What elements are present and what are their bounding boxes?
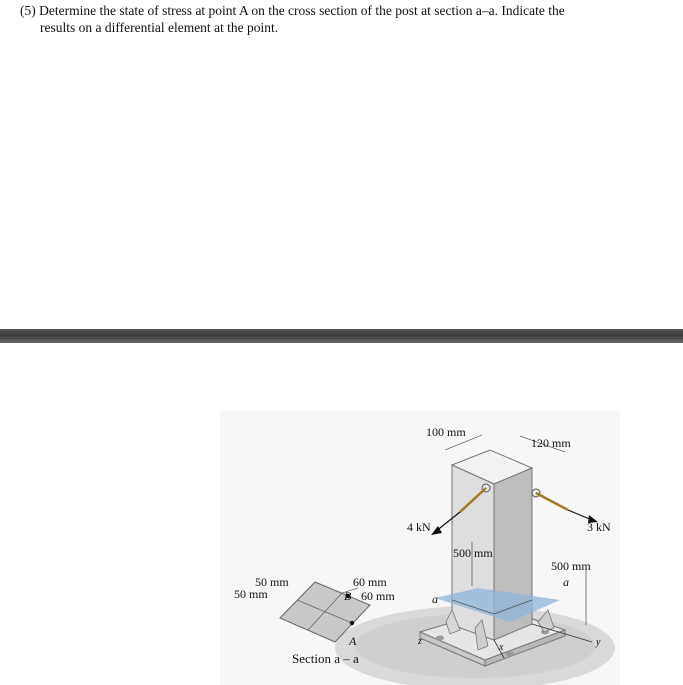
force-3kn-label: 3 kN bbox=[587, 520, 611, 534]
dim-500-right-label: 500 mm bbox=[551, 559, 591, 573]
section-dim-60-bottom: 60 mm bbox=[361, 589, 395, 603]
dim-500-left-label: 500 mm bbox=[453, 546, 493, 560]
dim-120-label: 120 mm bbox=[531, 436, 571, 450]
point-a-marker bbox=[350, 621, 354, 625]
question-line-1: (5) Determine the state of stress at point A on the cross section of the post at section a–a. Indicate the bbox=[20, 3, 565, 18]
question-text bbox=[20, 2, 650, 36]
dim-100-label: 100 mm bbox=[426, 425, 466, 439]
point-a-label: A bbox=[349, 634, 357, 648]
bolt-3 bbox=[506, 652, 514, 657]
axis-z-label: z bbox=[418, 636, 422, 647]
section-mark-left: a bbox=[432, 592, 438, 606]
post-diagram bbox=[220, 410, 640, 685]
question-line-2: results on a differential element at the point. bbox=[40, 20, 279, 35]
force-4kn-label: 4 kN bbox=[407, 520, 431, 534]
axis-y-label: y bbox=[596, 637, 601, 648]
section-caption: Section a – a bbox=[292, 651, 359, 666]
page-divider bbox=[0, 329, 683, 343]
axis-x-label: x bbox=[499, 642, 504, 653]
section-dim-50-bottom: 50 mm bbox=[234, 587, 268, 601]
section-dim-60-top: 60 mm bbox=[353, 575, 387, 589]
section-mark-right: a bbox=[563, 575, 569, 589]
post-figure bbox=[220, 410, 640, 685]
bolt-1 bbox=[436, 636, 444, 641]
point-b-label: B bbox=[344, 589, 352, 603]
section-dim-50-top: 50 mm bbox=[255, 575, 289, 589]
